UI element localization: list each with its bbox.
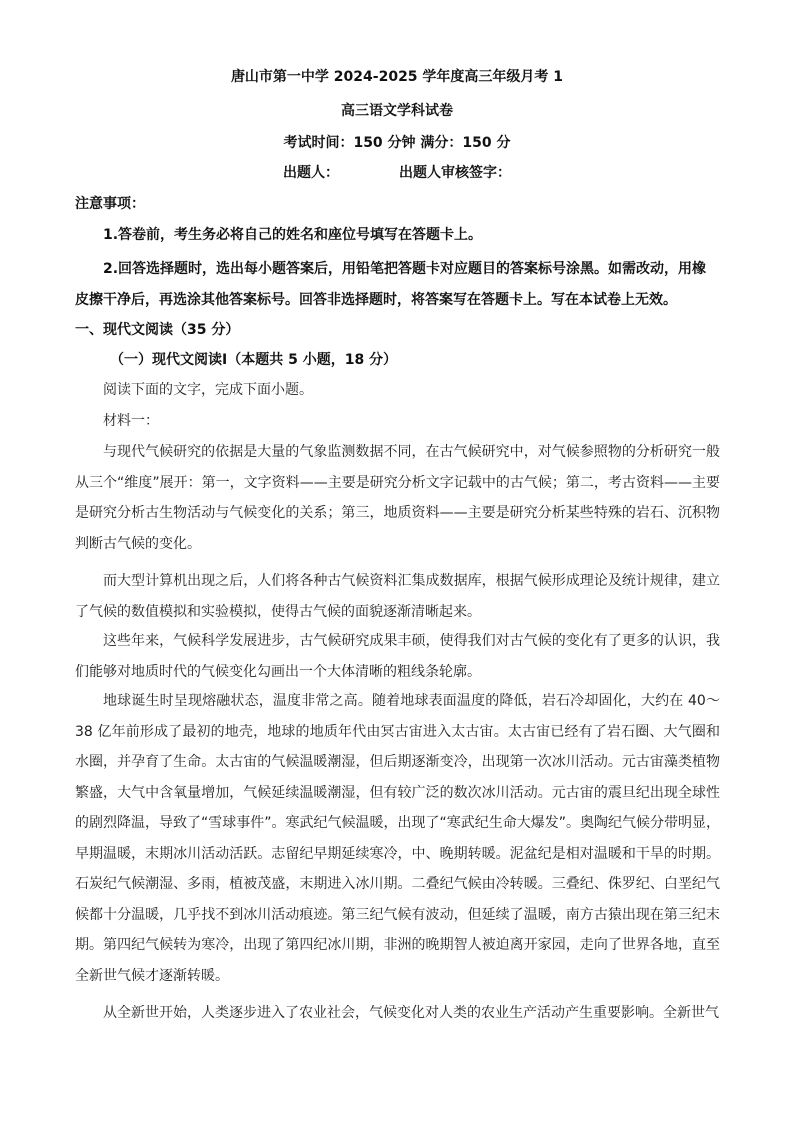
reviewer-label: 出题人审核签字： [399, 165, 511, 181]
notice-heading: 注意事项： [75, 196, 145, 212]
exam-subtitle: 高三语文学科试卷 [341, 103, 453, 119]
instruction-text: 阅读下面的文字，完成下面小题。 [103, 382, 313, 398]
section-subheading: （一）现代文阅读Ⅰ（本题共 5 小题，18 分） [110, 352, 398, 368]
paragraph: 而大型计算机出现之后，人们将各种古气候资料汇集成数据库，根据气候形成理论及统计规律，建立了气候的数值模拟和实验模拟，使得古气候的面貌逐渐清晰起来。 [75, 573, 720, 620]
signature-line [0, 162, 794, 182]
exam-title: 唐山市第一中学 2024-2025 学年度高三年级月考 1 [230, 69, 564, 85]
paragraph: 这些年来，气候科学发展进步，古气候研究成果丰硕，使得我们对古气候的变化有了更多的认识，我们能够对地质时代的气候变化勾画出一个大体清晰的粗线条轮廓。 [75, 633, 720, 680]
section-heading: 一、现代文阅读（35 分） [75, 322, 240, 338]
exam-info: 考试时间：150 分钟 满分：150 分 [283, 135, 511, 151]
paragraph: 从全新世开始，人类逐步进入了农业社会，气候变化对人类的农业生产活动产生重要影响。全新世气 [103, 1005, 719, 1021]
material-label: 材料一： [103, 413, 159, 429]
paragraph: 地球诞生时呈现熔融状态，温度非常之高。随着地球表面温度的降低，岩石冷却固化，大约在 40～38 亿年前形成了最初的地壳，地球的地质年代由冥古宙进入太古宙。太古宙已经有了岩石圈、大气圈和水圈，并孕育了生命。太古宙的气候温暖潮湿，但后期逐渐变冷，出现第一次冰川活动。元古宙藻类植物繁盛，大气中含氧量增加，气候延续温暖潮湿，但有较广泛的数次冰川活动。元古宙的震旦纪出现全球性的剧烈降温，导致了“雪球事件”。寒武纪气候温暖，出现了“寒武纪生命大爆发”。奥陶纪气候分带明显，早期温暖，末期冰川活动活跃。志留纪早期延续寒冷，中、晚期转暖。泥盆纪是相对温暖和干旱的时期。石炭纪气候潮湿、多雨，植被茂盛，末期进入冰川期。二叠纪气候由冷转暖。三叠纪、侏罗纪、白垩纪气候都十分温暖，几乎找不到冰川活动痕迹。第三纪气候有波动，但延续了温暖，南方古猿出现在第三纪末期。第四纪气候转为寒冷，出现了第四纪冰川期，非洲的晚期智人被迫离开家园，走向了世界各地，直至全新世气候才逐渐转暖。 [75, 693, 721, 984]
notice-item-2: 2.回答选择题时，选出每小题答案后，用铅笔把答题卡对应题目的答案标号涂黑。如需改动，用橡皮擦干净后，再选涂其他答案标号。回答非选择题时，将答案写在答题卡上。写在本试卷上无效。 [75, 261, 707, 308]
paragraph: 与现代气候研究的依据是大量的气象监测数据不同，在古气候研究中，对气候参照物的分析研究一般从三个“维度”展开：第一，文字资料——主要是研究分析文字记载中的古气候；第二，考古资料——主要是研究分析古生物活动与气候变化的关系；第三，地质资料——主要是研究分析某些特殊的岩石、沉积物判断古气候的变化。 [75, 444, 720, 552]
author-label: 出题人： [283, 165, 339, 181]
notice-item-1: 1.答卷前，考生务必将自己的姓名和座位号填写在答题卡上。 [103, 227, 483, 243]
